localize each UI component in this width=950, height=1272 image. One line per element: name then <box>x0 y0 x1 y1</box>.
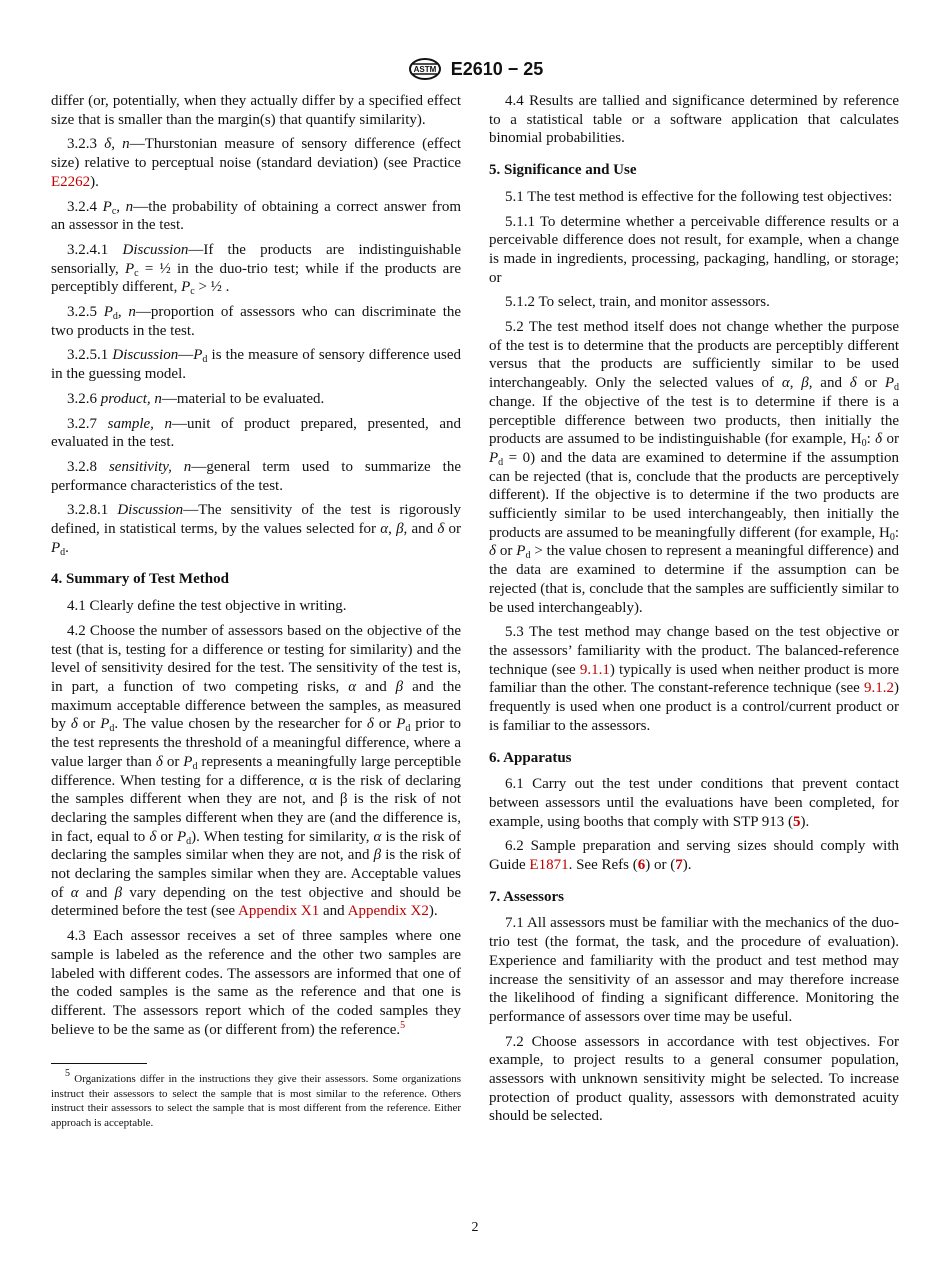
left-column <box>51 92 461 1130</box>
link-e1871[interactable]: E1871 <box>529 857 569 874</box>
link-appendix-x2[interactable]: Appendix X2 <box>347 903 429 920</box>
paragraph-7-1: 7.1 All assessors must be familiar with the mechanics of the duo-trio test (the format, the task, and the procedure of evaluation). Experience and familiarity with the product and test method may increase the sensitivity of an assessor and may therefore increase the likelihood of finding a significant difference. Monitoring the performance of assessors over time may be useful. <box>489 915 899 1025</box>
page-number: 2 <box>471 1220 479 1235</box>
section-heading-6: 6. Apparatus <box>489 749 572 766</box>
paragraph-6-1: 6.1 Carry out the test under conditions that prevent contact between assessors until the evaluations have been completed, for example, using booths that comply with STP 913 (5). <box>489 776 899 830</box>
definition-3-2-8: 3.2.8 sensitivity, n—general term used to summarize the performance characteristics of the test. <box>51 458 461 494</box>
paragraph-4-4: 4.4 Results are tallied and significance determined by reference to a statistical table or a software application that calculates binomial probabilities. <box>489 93 899 147</box>
section-heading-7: 7. Assessors <box>489 888 565 905</box>
footnote-5: $^5$ Organizations differ in the instructions they give their assessors. Some organizations instruct their assessors to select the sample that is most similar to the reference. Others instruct their assessors to select the sample that is most different from the reference. Either approach is acceptable. <box>51 1068 461 1129</box>
definition-3-2-7: 3.2.7 sample, n—unit of product prepared, presented, and evaluated in the test. <box>51 415 462 451</box>
definition-3-2-5: 3.2.5 $P_d$, n—proportion of assessors who can discriminate the two products in the test. <box>51 304 462 339</box>
paragraph-7-2: 7.2 Choose assessors in accordance with test objectives. For example, to project results to a general consumer population, assessors with unknown sensitivity might be selected. To increase protection of product quality, assessors with demonstrated acuity should be selected. <box>489 1033 899 1125</box>
footnote-divider <box>51 1063 147 1064</box>
link-9-1-1[interactable]: 9.1.1 <box>579 661 610 678</box>
discussion-3-2-5-1: 3.2.5.1 $Discussion—P_d$ is the measure of sensory difference used in the guessing model. <box>51 347 461 383</box>
discussion-3-2-4-1: 3.2.4.1 Discussion—If the products are indistinguishable sensorially, $P_c$ = ½ in the duo-trio test; while if the products are perceptibly different, $P_c$ > ½ . <box>51 241 462 298</box>
svg-text:ASTM: ASTM <box>413 65 437 74</box>
astm-logo-icon <box>407 58 443 80</box>
paragraph-4-1: 4.1 Clearly define the test objective in writing. <box>67 598 347 615</box>
ref-link-6[interactable]: 6 <box>637 857 646 874</box>
section-heading-5: 5. Significance and Use <box>489 162 637 179</box>
paragraph-4-2: 4.2 Choose the number of assessors based on the objective of the test (that is, testing for a difference or testing for similarity) and the level of sensitivity desired for the test. The sensitivity of the test is, in part, a function of two competing risks, α and β and the maximum acceptable difference between the samples, as measured by δ or $P_d$. The value chosen by the researcher for δ or $P_d$ prior to the test represents the threshold of a meaningful difference, where a value larger than δ or $P_d$ represents a meaningfully large perceptible difference. When testing for a difference, α is the risk of declaring the samples different when they are not, and β is the risk of not declaring the samples different when they are (and the difference is, in fact, equal to δ or $P_d$). When testing for similarity, α is the risk of declaring the samples similar when they are not, and β is the risk of not declaring the samples similar when they are. Acceptable values of α and β vary depending on the test objective and should be determined before the test (see Appendix X1 and Appendix X2). <box>51 622 462 920</box>
paragraph-6-2: 6.2 Sample preparation and serving sizes should comply with Guide E1871. See Refs (6) or (7). <box>489 838 899 874</box>
paragraph-continuation: differ (or, potentially, when they actually differ by a specified effect size that is smaller than the margin(s) that quantify similarity). <box>51 93 461 128</box>
discussion-3-2-8-1: 3.2.8.1 Discussion—The sensitivity of the test is rigorously defined, in statistical terms, by the values selected for α, β, and δ or $P_d$. <box>51 502 462 558</box>
page-header <box>0 58 950 80</box>
definition-3-2-6: 3.2.6 product, n—material to be evaluated. <box>67 390 325 407</box>
link-appendix-x1[interactable]: Appendix X1 <box>238 903 320 920</box>
paragraph-5-3: 5.3 The test method may change based on the test objective or the assessors’ familiarity with the product. The balanced-reference technique (see 9.1.1) typically is used when neither product is more familiar than the other. The constant-reference technique (see 9.1.2) frequently is used when one product is a control/current product or is familiar to the assessors. <box>489 624 899 734</box>
paragraph-5-1-2: 5.1.2 To select, train, and monitor assessors. <box>505 294 770 311</box>
ref-link-5[interactable]: 5 <box>793 813 801 830</box>
definition-3-2-3: 3.2.3 δ, n—Thurstonian measure of sensory difference (effect size) relative to perceptual noise (standard deviation) (see Practice E2262). <box>51 136 461 190</box>
section-heading-4: 4. Summary of Test Method <box>51 571 229 588</box>
document-id: E2610 − 25 <box>450 58 544 79</box>
ref-link-7[interactable]: 7 <box>675 857 683 874</box>
paragraph-5-2: 5.2 The test method itself does not change whether the purpose of the test is to determine that the products are perceptibly different versus that the products are sufficiently similar to be used interchangeably. Only the selected values of α, β, and δ or $P_d$ change. If the objective of the test is to determine if there is a perceptible difference between two products, then initially the products are assumed to be indistinguishable (for example, $H_0$: δ or $P_d = 0$) and the data are examined to determine if the assumption can be rejected (that is, conclude that the products are perceptively different). If the objective is to determine if the two products are sufficiently similar to be used interchangeably, then initially the products are assumed to be meaningfully different (for example, $H_0$: δ or $P_d$ > the value chosen to represent a meaningful difference) and the data are examined to determine if the assumption can be rejected (that is, conclude that the samples are sufficiently similar to be used interchangeably). <box>489 319 900 616</box>
definition-3-2-4: 3.2.4 $P_c$, n—the probability of obtaining a correct answer from an assessor in the test. <box>51 198 461 234</box>
link-9-1-2[interactable]: 9.1.2 <box>864 680 894 697</box>
paragraph-4-3: 4.3 Each assessor receives a set of three samples where one sample is labeled as the reference and the other two samples are labeled with different codes. The assessors are informed that one of the coded samples is the same as the reference and that one is different. The assessors report which of the coded samples they believe to be the same as (or different from) the reference.$^5$ <box>51 928 461 1038</box>
paragraph-5-1: 5.1 The test method is effective for the following test objectives: <box>505 188 893 205</box>
footnote-ref-5[interactable]: 5 <box>400 1019 406 1031</box>
right-column <box>489 92 899 1132</box>
paragraph-5-1-1: 5.1.1 To determine whether a perceivable difference results or a perceivable difference does not result, for example, when a change is made in ingredients, processing, packaging, handling, or storage; or <box>489 213 899 286</box>
link-e2262[interactable]: E2262 <box>51 173 91 190</box>
